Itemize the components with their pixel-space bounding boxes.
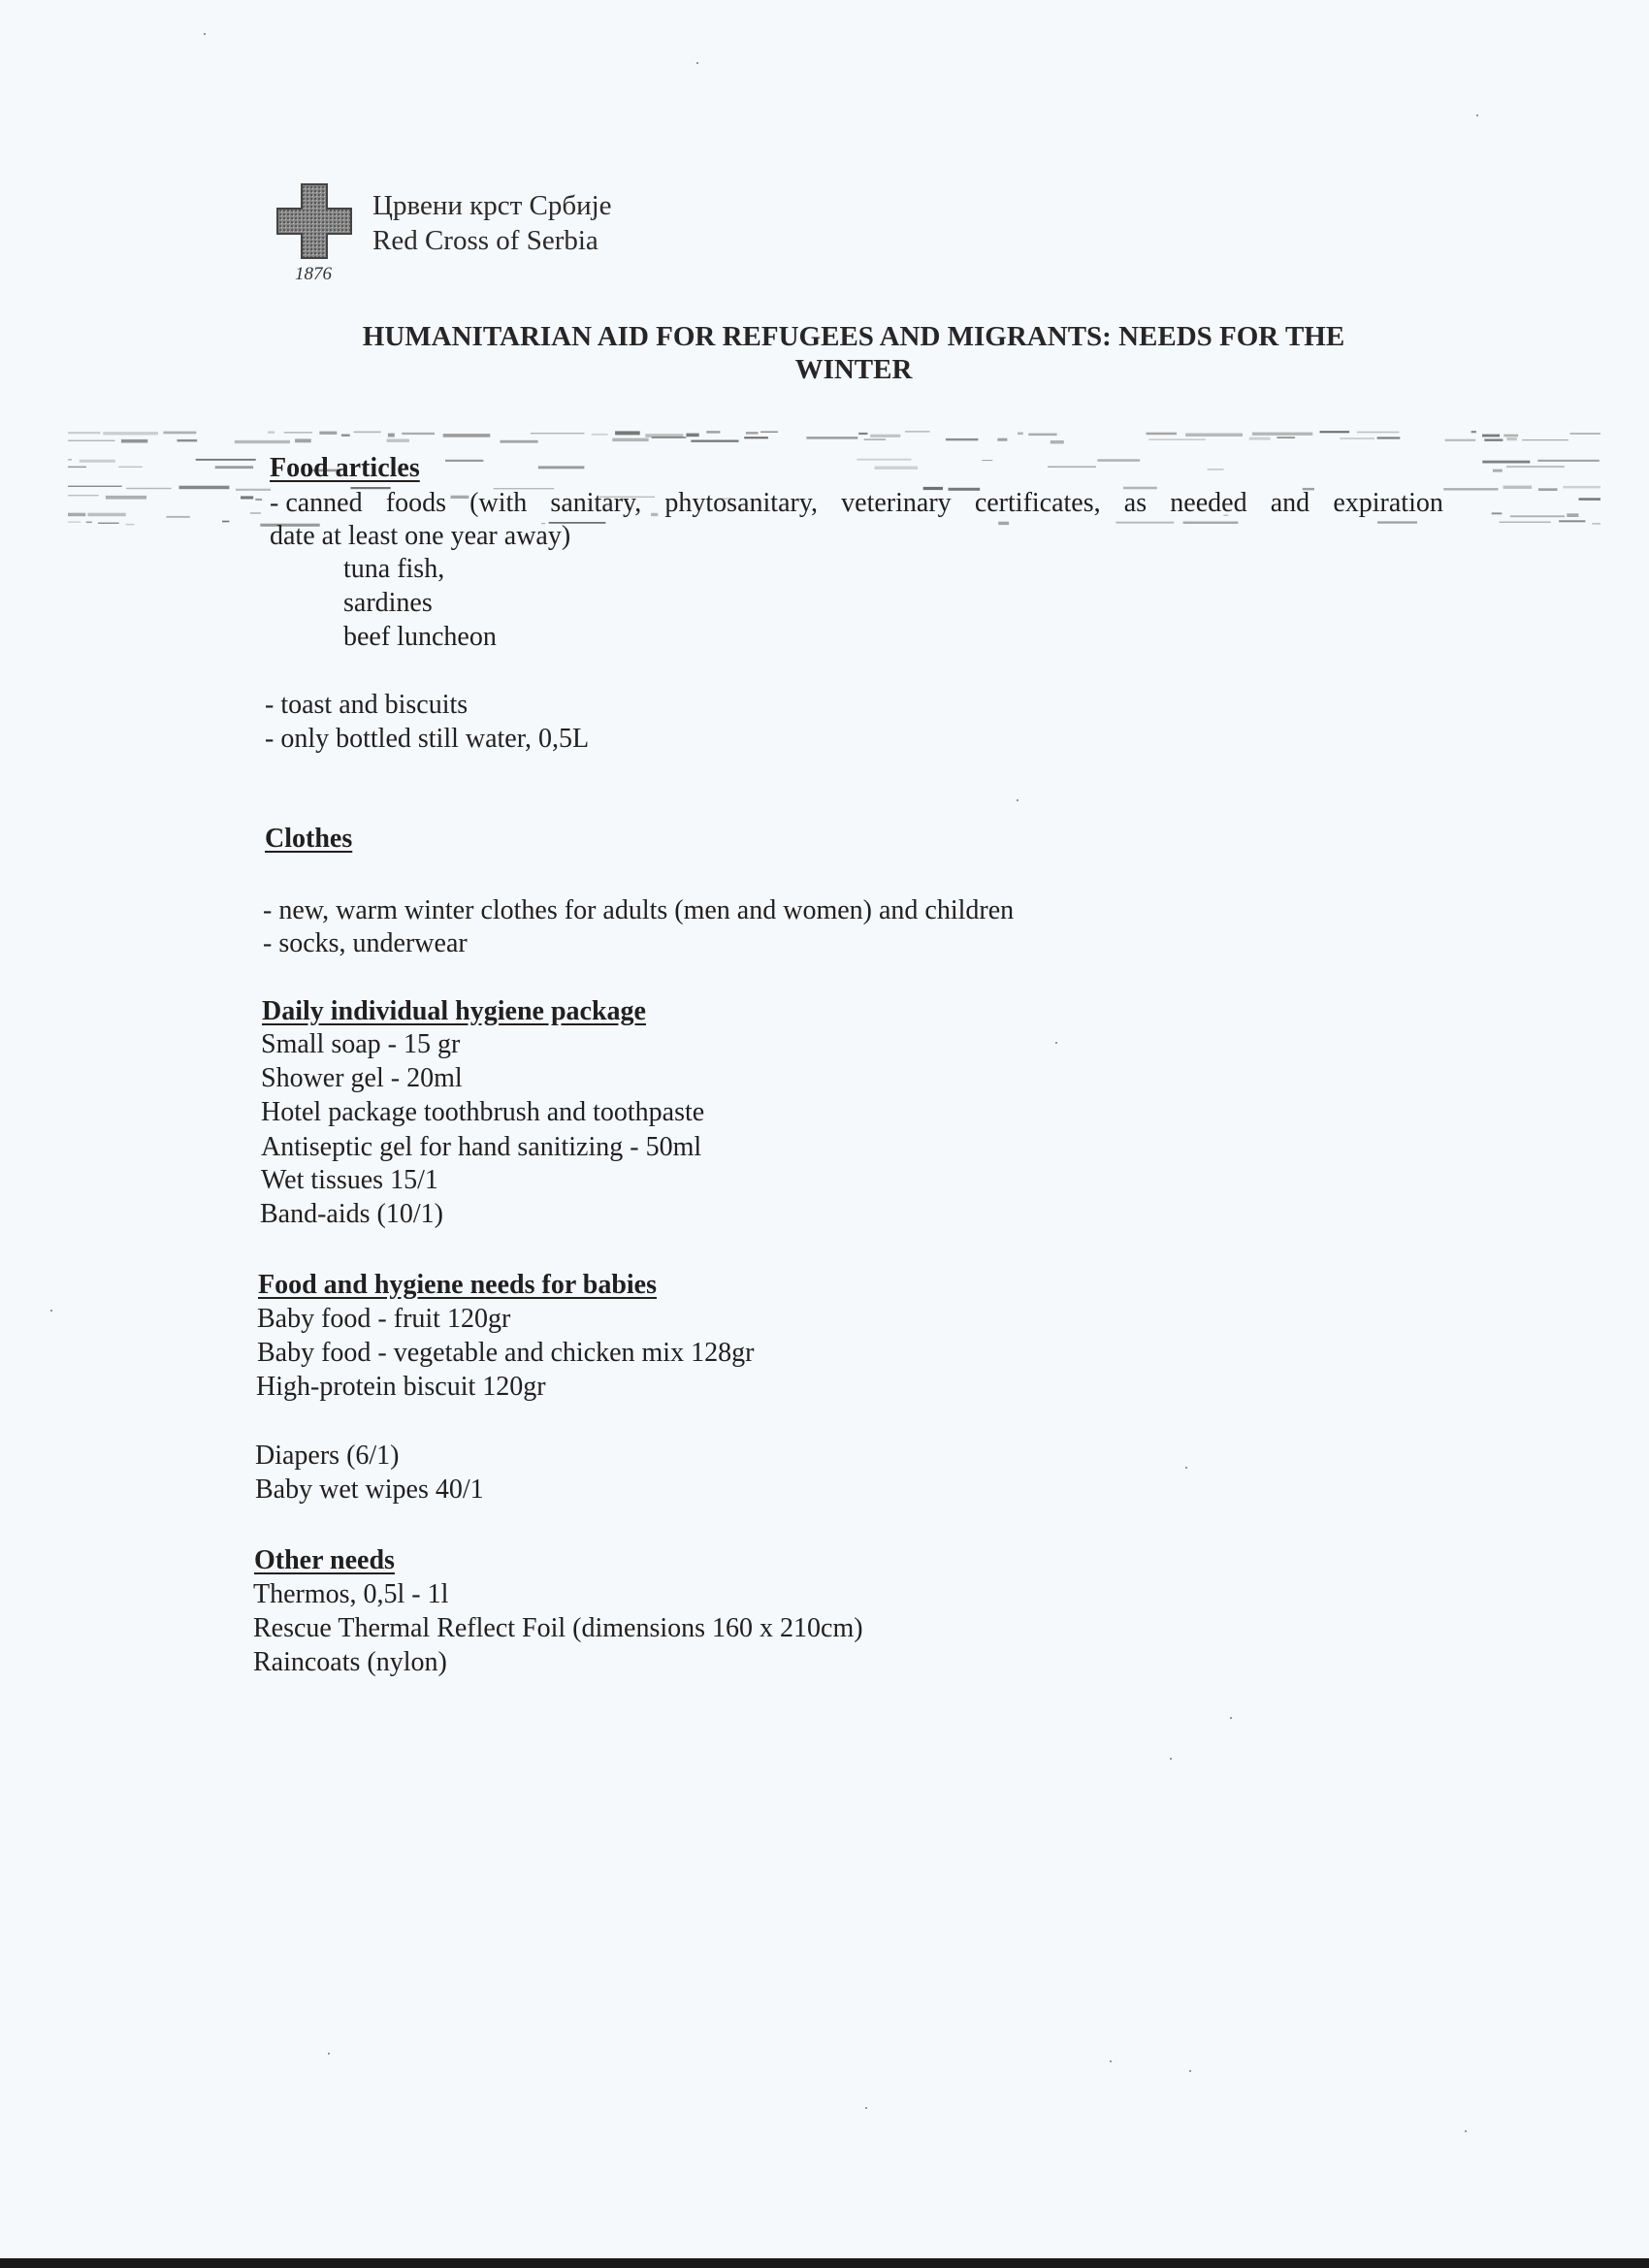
noise-mark [1185, 434, 1243, 437]
noise-mark [1116, 522, 1174, 524]
noise-mark [946, 438, 979, 440]
red-cross-logo [275, 182, 741, 291]
noise-mark [1506, 437, 1516, 440]
scan-speck [1017, 799, 1018, 801]
scan-edge [0, 2258, 1649, 2268]
noise-mark [68, 522, 81, 523]
noise-mark [1482, 435, 1500, 437]
document-title-line-2: WINTER [794, 354, 913, 385]
noise-mark [341, 435, 350, 437]
noise-mark [1148, 439, 1206, 440]
noise-mark [241, 496, 253, 499]
noise-mark [1249, 437, 1271, 440]
list-item: High-protein biscuit 120gr [256, 1372, 546, 1402]
noise-mark [1048, 467, 1096, 469]
noise-mark [295, 438, 311, 442]
other-needs-heading: Other needs [254, 1545, 395, 1575]
clothes-heading: Clothes [265, 824, 353, 854]
noise-mark [163, 432, 196, 435]
organization-name [372, 188, 612, 258]
scan-speck [1476, 114, 1478, 116]
list-item: Shower gel - 20ml [261, 1063, 463, 1093]
noise-mark [998, 522, 1009, 525]
baby-needs-heading: Food and hygiene needs for babies [258, 1270, 657, 1300]
noise-mark [1570, 433, 1601, 435]
noise-mark [706, 431, 720, 434]
list-item: - new, warm winter clothes for adults (men and women) and children [263, 895, 1015, 925]
noise-mark [196, 459, 256, 461]
canned-foods-word: and [1270, 488, 1310, 518]
noise-mark [1097, 459, 1140, 462]
noise-mark [68, 467, 86, 469]
red-cross-icon [275, 182, 353, 260]
noise-mark [215, 466, 253, 469]
noise-mark [875, 467, 919, 470]
noise-mark [250, 512, 261, 514]
noise-mark [1340, 437, 1374, 438]
noise-mark [354, 432, 381, 434]
noise-mark [744, 437, 768, 438]
list-item: Baby wet wipes 40/1 [255, 1474, 484, 1505]
noise-mark [68, 486, 122, 487]
noise-mark [746, 432, 759, 435]
noise-mark [857, 459, 911, 461]
noise-mark [615, 431, 640, 435]
noise-mark [501, 440, 538, 443]
noise-mark [68, 432, 100, 434]
noise-mark [1377, 521, 1417, 523]
canned-foods-word: veterinary [841, 488, 952, 518]
noise-mark [121, 439, 147, 443]
noise-mark [1510, 515, 1565, 517]
list-item: Small soap - 15 gr [261, 1029, 461, 1059]
list-item: Wet tissues 15/1 [261, 1165, 438, 1195]
noise-mark [126, 524, 135, 526]
hygiene-package-heading: Daily individual hygiene package [262, 996, 646, 1026]
noise-mark [1028, 434, 1056, 437]
scan-speck [204, 33, 206, 35]
list-item: - only bottled still water, 0,5L [265, 724, 590, 754]
noise-mark [167, 516, 190, 518]
noise-mark [592, 434, 608, 436]
list-item: Baby food - vegetable and chicken mix 128gr [257, 1338, 755, 1368]
noise-mark [1377, 437, 1401, 438]
noise-mark [1579, 498, 1601, 501]
noise-mark [1208, 469, 1224, 470]
list-item: Rescue Thermal Reflect Foil (dimensions 160 x 210cm) [253, 1613, 863, 1643]
document-title-line-1: HUMANITARIAN AID FOR REFUGEES AND MIGRANTS: NEEDS FOR THE [362, 321, 1345, 352]
scan-speck [1465, 2130, 1467, 2132]
noise-mark [691, 440, 738, 442]
canned-foods-word: (with [469, 488, 528, 518]
noise-mark [443, 434, 491, 437]
noise-mark [80, 460, 115, 463]
noise-mark [1500, 522, 1551, 524]
canned-foods-word: foods [385, 488, 446, 518]
noise-mark [236, 489, 271, 491]
canned-foods-word: as [1123, 488, 1148, 518]
canned-foods-word: - canned [270, 488, 363, 518]
noise-mark [858, 433, 867, 435]
noise-mark [1443, 488, 1498, 490]
list-item: Band-aids (10/1) [260, 1199, 443, 1229]
noise-mark [87, 513, 125, 517]
noise-mark [103, 432, 158, 435]
noise-mark [86, 522, 92, 524]
organization-name-cyrillic: Црвени крст Србије [372, 190, 612, 221]
noise-mark [1147, 433, 1178, 436]
scan-speck [1230, 1717, 1232, 1719]
noise-mark [1492, 512, 1503, 514]
noise-mark [806, 437, 857, 438]
scan-speck [1189, 2070, 1191, 2072]
noise-mark [1357, 432, 1400, 434]
list-item: sardines [343, 588, 433, 618]
canned-foods-word: phytosanitary, [664, 488, 819, 518]
noise-mark [179, 486, 230, 490]
canned-foods-word: expiration [1333, 488, 1443, 518]
noise-mark [387, 439, 409, 442]
noise-mark [1051, 440, 1064, 444]
noise-mark [1277, 437, 1295, 438]
noise-mark [1445, 439, 1476, 441]
noise-mark [1183, 522, 1239, 525]
noise-mark [1538, 488, 1558, 491]
noise-mark [106, 496, 146, 500]
noise-mark [255, 499, 262, 501]
noise-mark [905, 431, 930, 432]
noise-mark [531, 433, 585, 434]
scan-speck [1110, 2060, 1112, 2062]
list-item: - toast and biscuits [265, 690, 469, 720]
canned-foods-word: certificates, [974, 488, 1101, 518]
noise-mark [98, 523, 119, 524]
noise-mark [284, 432, 312, 434]
scan-speck [696, 62, 698, 64]
noise-mark [222, 521, 229, 523]
list-item: Hotel package toothbrush and toothpaste [261, 1097, 705, 1127]
list-item: Diapers (6/1) [255, 1441, 400, 1471]
scan-speck [1055, 1042, 1057, 1044]
list-item: Baby food - fruit 120gr [257, 1304, 511, 1334]
noise-mark [1252, 433, 1312, 436]
noise-mark [445, 460, 483, 462]
canned-foods-line-2: date at least one year away) [270, 521, 571, 551]
noise-mark [870, 435, 900, 437]
list-item: Raincoats (nylon) [253, 1647, 447, 1677]
noise-mark [126, 488, 172, 489]
noise-mark [1592, 523, 1600, 524]
document-title [291, 320, 1416, 386]
founding-year: 1876 [295, 264, 332, 284]
noise-mark [864, 438, 887, 440]
food-articles-heading: Food articles [270, 453, 420, 483]
canned-foods-word: needed [1170, 488, 1247, 518]
noise-mark [1504, 435, 1518, 437]
noise-mark [997, 438, 1007, 441]
organization-name-english: Red Cross of Serbia [372, 225, 598, 256]
scan-speck [865, 2107, 867, 2109]
scan-speck [50, 1310, 52, 1312]
noise-mark [68, 495, 99, 496]
list-item: Thermos, 0,5l - 1l [253, 1579, 449, 1609]
canned-foods-line [270, 487, 1443, 520]
noise-mark [1482, 461, 1530, 464]
noise-mark [68, 513, 85, 517]
noise-mark [1504, 486, 1533, 489]
scan-speck [1170, 1758, 1172, 1760]
noise-mark [402, 433, 435, 435]
noise-mark [612, 438, 648, 442]
noise-mark [1018, 433, 1023, 436]
noise-mark [982, 460, 992, 461]
scan-speck [328, 2053, 330, 2055]
noise-mark [1559, 520, 1585, 522]
noise-mark [1493, 470, 1503, 472]
scan-speck [1185, 1467, 1187, 1469]
noise-mark [1522, 439, 1568, 440]
list-item: Antiseptic gel for hand sanitizing - 50ml [261, 1132, 702, 1162]
noise-mark [319, 432, 337, 435]
noise-mark [68, 440, 115, 441]
noise-mark [1567, 513, 1578, 517]
noise-mark [1471, 431, 1476, 433]
noise-mark [178, 439, 198, 442]
noise-mark [1320, 431, 1350, 433]
list-item: - socks, underwear [263, 928, 468, 958]
noise-mark [1563, 486, 1600, 489]
noise-mark [268, 432, 275, 434]
noise-mark [118, 467, 142, 468]
noise-mark [686, 434, 698, 437]
noise-mark [760, 432, 778, 434]
noise-mark [68, 459, 72, 460]
list-item: tuna fish, [343, 554, 445, 584]
noise-mark [1484, 439, 1503, 441]
list-item: beef luncheon [343, 622, 497, 652]
noise-mark [538, 466, 585, 469]
noise-mark [388, 434, 395, 437]
noise-mark [1506, 466, 1565, 468]
noise-mark [1537, 460, 1600, 462]
canned-foods-word: sanitary, [550, 488, 642, 518]
noise-mark [235, 440, 290, 443]
